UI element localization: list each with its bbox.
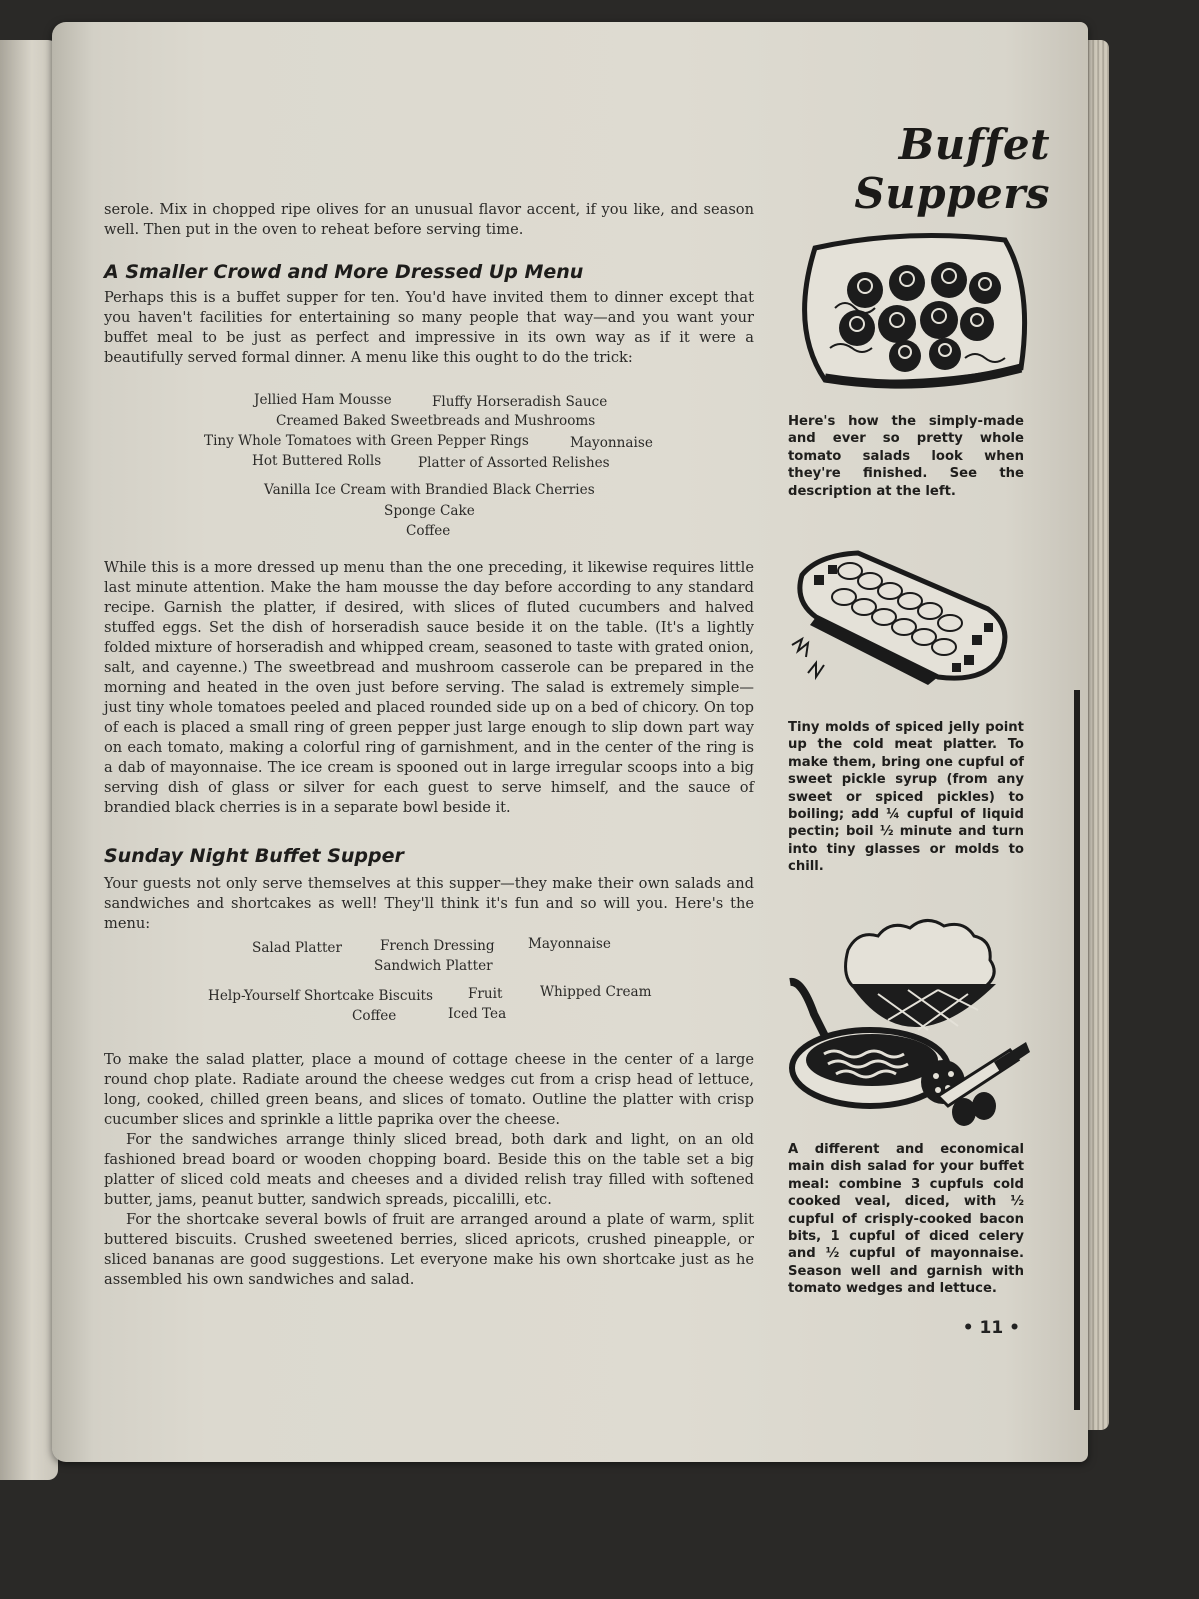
menu-item: Vanilla Ice Cream with Brandied Black Cherries bbox=[264, 482, 595, 498]
menu-item: Creamed Baked Sweetbreads and Mushrooms bbox=[276, 413, 596, 429]
section-heading-smaller-crowd: A Smaller Crowd and More Dressed Up Menu bbox=[104, 261, 584, 283]
menu-item: Salad Platter bbox=[252, 940, 342, 956]
menu-item: Tiny Whole Tomatoes with Green Pepper Rings bbox=[204, 433, 529, 449]
tomato-salad-illustration bbox=[785, 228, 1035, 398]
menu-item: Help-Yourself Shortcake Biscuits bbox=[208, 988, 433, 1004]
page-shadow bbox=[1074, 690, 1080, 1410]
caption-tomato-salad bbox=[788, 413, 1024, 500]
left-page-edge bbox=[0, 40, 58, 1480]
caption-text: Here's how the simply-made and ever so pretty whole tomato salads look when they're finished. See the description at the left. bbox=[788, 414, 1024, 499]
caption-text: Tiny molds of spiced jelly point up the cold meat platter. To make them, bring one cupful of sweet pickle syrup (from any sweet or spiced pickles) to boiling; add ¼ cupful of liquid pectin; boil ½ minute and turn into tiny glasses or molds to chill. bbox=[788, 720, 1024, 875]
page-number: • 11 • bbox=[962, 1318, 1020, 1338]
caption-cold-meat-platter bbox=[788, 719, 1024, 876]
menu-item: Platter of Assorted Relishes bbox=[418, 455, 610, 471]
menu-item: Fluffy Horseradish Sauce bbox=[432, 394, 608, 410]
menu-item: Fruit bbox=[468, 986, 503, 1002]
cold-meat-platter-illustration bbox=[788, 545, 1033, 695]
menu-item: Jellied Ham Mousse bbox=[254, 392, 392, 408]
section-heading-sunday-night: Sunday Night Buffet Supper bbox=[104, 845, 404, 867]
menu-sunday-night bbox=[104, 934, 754, 1046]
menu-item: Hot Buttered Rolls bbox=[252, 453, 382, 469]
section1-paragraph1: Perhaps this is a buffet supper for ten. You'd have invited them to dinner except that you haven't facilities for entertaining so many people that way—and you want your buffet meal to be just as perfect and impressive in its own way as if it were a beautifully served formal dinner. A menu like this ought to do the trick: bbox=[104, 289, 754, 366]
menu-item: Whipped Cream bbox=[540, 984, 652, 1000]
caption-text: A different and economical main dish salad for your buffet meal: combine 3 cupfuls cold cooked veal, diced, with ½ cupful of crisply-cooked bacon bits, 1 cupful of diced celery and ½ cupful of mayonnaise. Season well and garnish with tomato wedges and lettuce. bbox=[788, 1142, 1024, 1297]
caption-veal-salad bbox=[788, 1141, 1024, 1298]
menu-item: French Dressing bbox=[380, 938, 495, 954]
main-column bbox=[104, 200, 754, 1290]
section1-paragraph2: While this is a more dressed up menu than the one preceding, it likewise requires little last minute attention. Make the ham mousse the day before according to any standard recipe. Garnish the platter, if desired, with slices of fluted cucumbers and halved stuffed eggs. Set the dish of horseradish sauce beside it on the table. (It's a lightly folded mixture of horseradish and whipped cream, seasoned to taste with grated onion, salt, and cayenne.) The sweetbread and mushroom casserole can be prepared in the morning and heated in the oven just before serving. The salad is extremely simple—just tiny whole tomatoes peeled and placed rounded side up on a bed of chicory. On top of each is placed a small ring of green pepper just large enough to slip down part way on each tomato, making a colorful ring of garnishment, and in the center of the ring is a dab of mayonnaise. The ice cream is spooned out in large irregular scoops into a big serving dish of glass or silver for each guest to serve himself, and the sauce of brandied black cherries is in a separate bowl beside it. bbox=[104, 559, 754, 816]
salad-bowl-illustration bbox=[788, 910, 1033, 1135]
page-title: Buffet Suppers bbox=[854, 120, 1050, 218]
section2-paragraph3: For the sandwiches arrange thinly sliced bread, both dark and light, on an old fashioned bread board or wooden chopping board. Beside this on the table set a big platter of sliced cold meats and cheeses and a divided relish tray filled with softened butter, jams, peanut butter, sandwich spreads, piccalilli, etc. bbox=[104, 1131, 754, 1208]
intro-paragraph: serole. Mix in chopped ripe olives for an unusual flavor accent, if you like, and season well. Then put in the oven to reheat before serving time. bbox=[104, 201, 754, 238]
menu-item: Sandwich Platter bbox=[374, 958, 493, 974]
menu-item: Iced Tea bbox=[448, 1006, 507, 1022]
menu-item: Coffee bbox=[352, 1008, 397, 1024]
section2-paragraph4: For the shortcake several bowls of fruit are arranged around a plate of warm, split buttered biscuits. Crushed sweetened berries, sliced apricots, crushed pineapple, or sliced bananas are good suggestions. Let everyone make his own shortcake just as he assembled his own sandwiches and salad. bbox=[104, 1211, 754, 1288]
menu-smaller-crowd bbox=[104, 368, 754, 538]
menu-item: Coffee bbox=[406, 523, 451, 539]
section2-paragraph2: To make the salad platter, place a mound of cottage cheese in the center of a large round chop plate. Radiate around the cheese wedges cut from a crisp head of lettuce, long, cooked, chilled green beans, and slices of tomato. Outline the platter with crisp cucumber slices and sprinkle a little paprika over the cheese. bbox=[104, 1051, 754, 1128]
menu-item: Mayonnaise bbox=[570, 435, 653, 451]
menu-item: Sponge Cake bbox=[384, 503, 475, 519]
menu-item: Mayonnaise bbox=[528, 936, 611, 952]
section2-paragraph1: Your guests not only serve themselves at this supper—they make their own salads and sandwiches and shortcakes as well! They'll think it's fun and so will you. Here's the menu: bbox=[104, 875, 754, 932]
